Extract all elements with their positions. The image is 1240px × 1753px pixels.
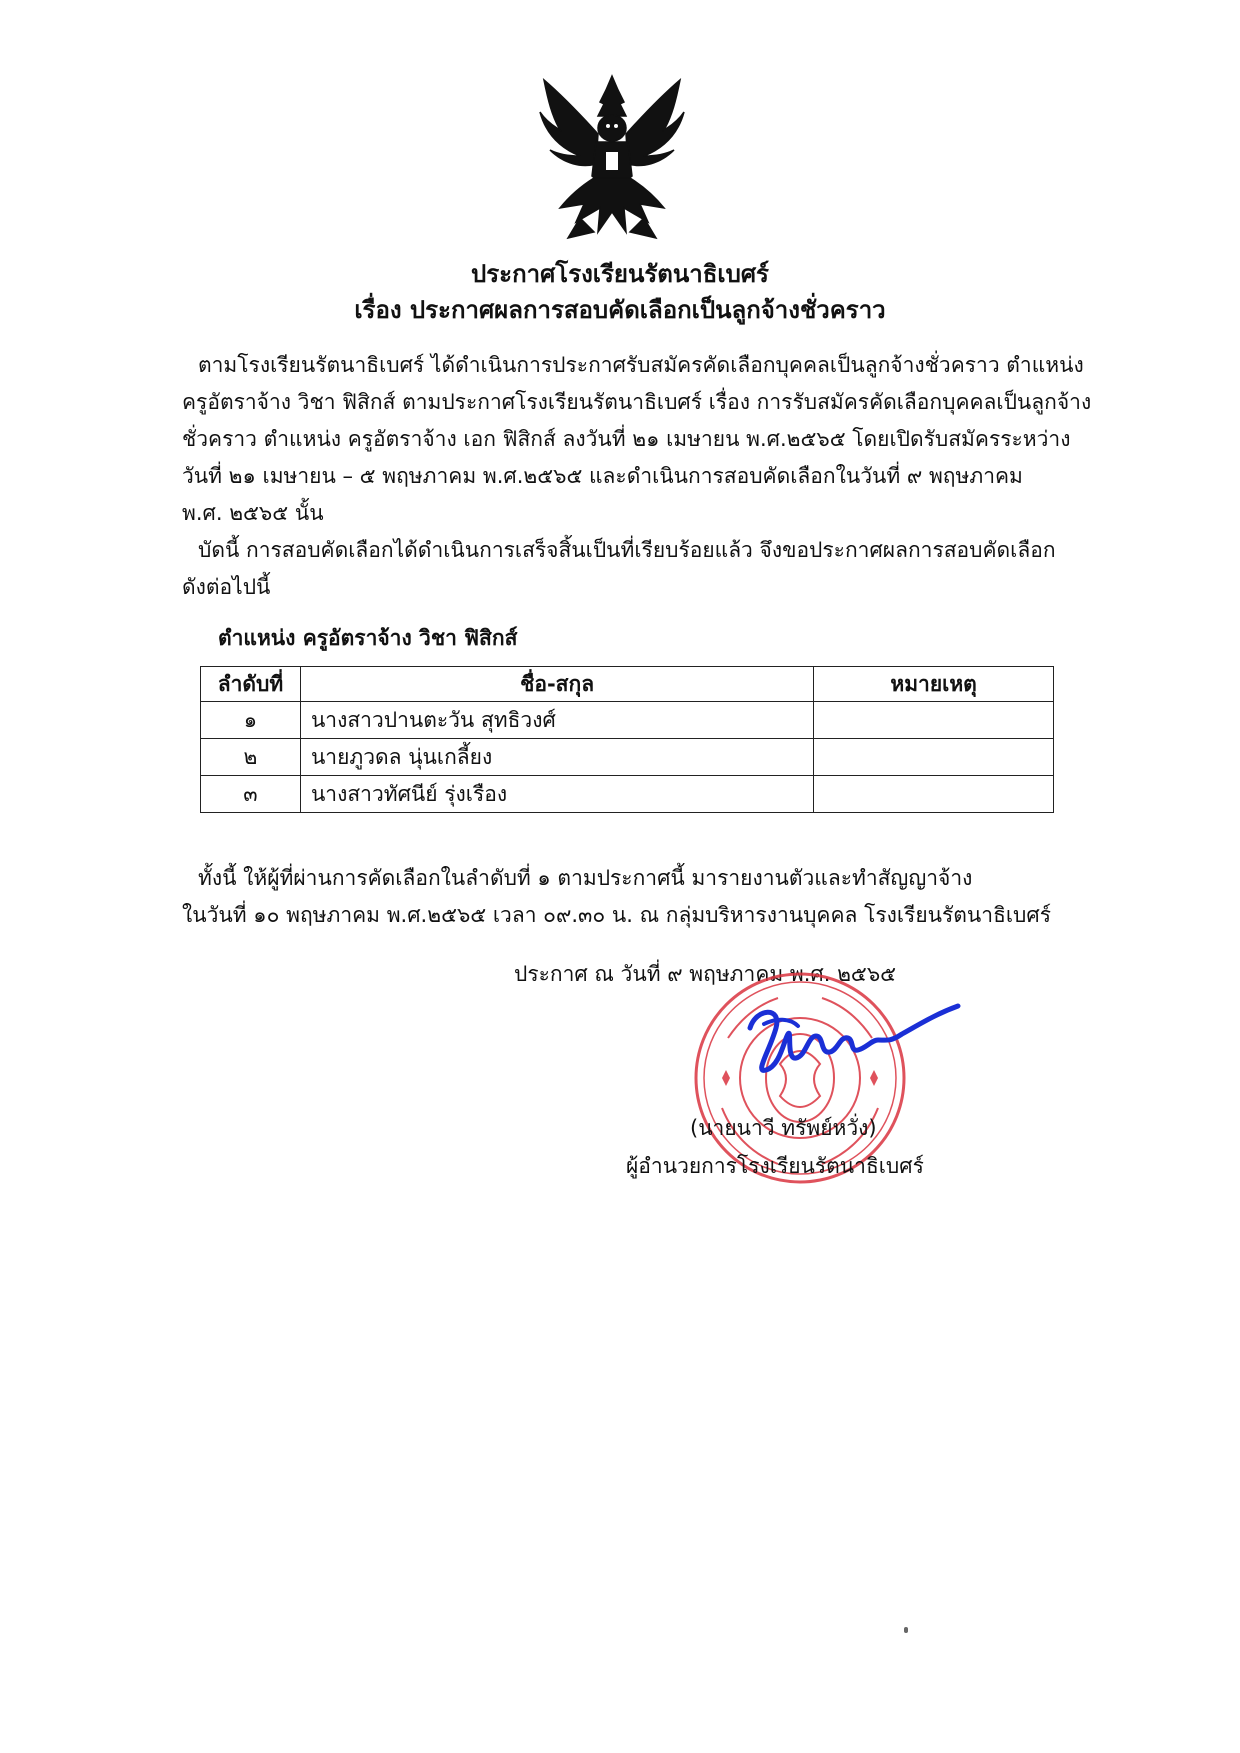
paragraph-line: วันที่ ๒๑ เมษายน – ๕ พฤษภาคม พ.ศ.๒๕๖๕ และดำเนินการสอบคัดเลือกในวันที่ ๙ พฤษภาคม	[182, 464, 1023, 488]
cell-name: นายภูวดล นุ่นเกลี้ยง	[300, 739, 813, 776]
cell-name: นางสาวปานตะวัน สุทธิวงศ์	[300, 702, 813, 739]
cell-note	[814, 739, 1054, 776]
garuda-emblem-icon	[538, 72, 686, 240]
cell-note	[814, 776, 1054, 813]
paragraph-line: ดังต่อไปนี้	[182, 575, 271, 599]
column-header-order: ลำดับที่	[201, 667, 301, 702]
signatory-title: ผู้อำนวยการโรงเรียนรัตนาธิเบศร์	[626, 1154, 924, 1178]
scan-speck	[904, 1627, 908, 1633]
paragraph-result-intro	[182, 532, 1080, 606]
paragraph-line: ชั่วคราว ตำแหน่ง ครูอัตราจ้าง เอก ฟิสิกส์ ลงวันที่ ๒๑ เมษายน พ.ศ.๒๕๖๕ โดยเปิดรับสมัครระหว่าง	[182, 427, 1071, 451]
column-header-name: ชื่อ-สกุล	[300, 667, 813, 702]
paragraph-line: ในวันที่ ๑๐ พฤษภาคม พ.ศ.๒๕๖๕ เวลา ๐๙.๓๐ น. ณ กลุ่มบริหารงานบุคคล โรงเรียนรัตนาธิเบศร์	[182, 903, 1051, 927]
position-heading: ตำแหน่ง ครูอัตราจ้าง วิชา ฟิสิกส์	[218, 626, 518, 650]
announcement-header: ประกาศโรงเรียนรัตนาธิเบศร์	[471, 260, 769, 288]
cell-name: นางสาวทัศนีย์ รุ่งเรือง	[300, 776, 813, 813]
paragraph-line: ครูอัตราจ้าง วิชา ฟิสิกส์ ตามประกาศโรงเรียนรัตนาธิเบศร์ เรื่อง การรับสมัครคัดเลือกบุคคลเป็นลูกจ้าง	[182, 390, 1092, 414]
paragraph-line: ตามโรงเรียนรัตนาธิเบศร์ ได้ดำเนินการประกาศรับสมัครคัดเลือกบุคคลเป็นลูกจ้างชั่วคราว ตำแหน่ง	[198, 353, 1084, 377]
paragraph-intro	[182, 347, 1092, 532]
table-row	[201, 776, 1054, 813]
paragraph-line: ทั้งนี้ ให้ผู้ที่ผ่านการคัดเลือกในลำดับที่ ๑ ตามประกาศนี้ มารายงานตัวและทำสัญญาจ้าง	[198, 866, 973, 890]
signature-icon	[736, 988, 962, 1088]
table-row	[201, 702, 1054, 739]
cell-order: ๑	[201, 702, 301, 739]
cell-order: ๒	[201, 739, 301, 776]
results-table	[200, 666, 1054, 813]
table-row	[201, 739, 1054, 776]
announcement-subject: เรื่อง ประกาศผลการสอบคัดเลือกเป็นลูกจ้างชั่วคราว	[354, 296, 886, 324]
signatory-name: (นายนาวี ทรัพย์หวั่ง)	[690, 1116, 877, 1140]
paragraph-line: พ.ศ. ๒๕๖๕ นั้น	[182, 501, 324, 525]
table-header-row	[201, 667, 1054, 702]
paragraph-reporting	[182, 860, 1080, 934]
column-header-note: หมายเหตุ	[814, 667, 1054, 702]
cell-order: ๓	[201, 776, 301, 813]
announcement-date: ประกาศ ณ วันที่ ๙ พฤษภาคม พ.ศ. ๒๕๖๕	[514, 962, 897, 986]
paragraph-line: บัดนี้ การสอบคัดเลือกได้ดำเนินการเสร็จสิ้นเป็นที่เรียบร้อยแล้ว จึงขอประกาศผลการสอบคัดเลือก	[198, 538, 1056, 562]
cell-note	[814, 702, 1054, 739]
